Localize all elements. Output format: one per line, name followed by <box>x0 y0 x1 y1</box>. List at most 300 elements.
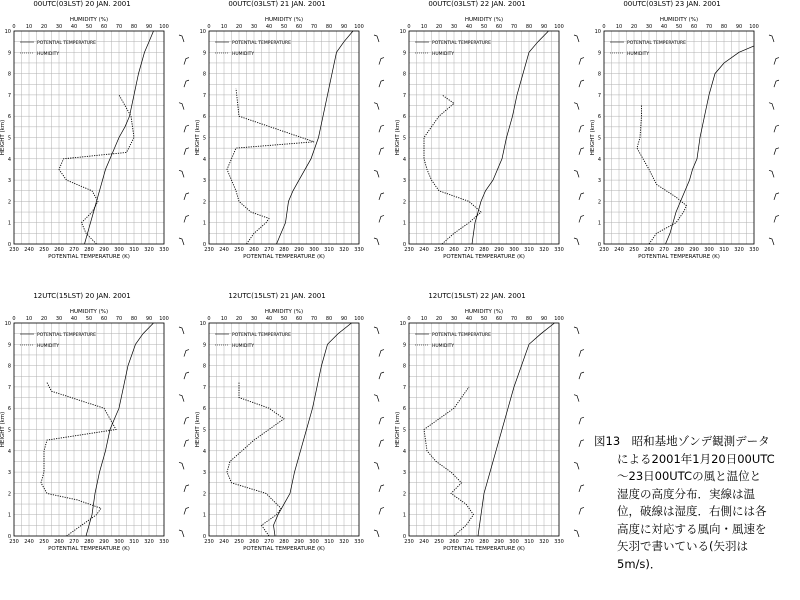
wind-barb-icon <box>184 148 189 155</box>
y-tick-label: 7 <box>7 92 11 99</box>
x-tick-label: 270 <box>264 539 274 545</box>
x-tick-label: 330 <box>159 539 169 545</box>
x2-tick-label: 20 <box>40 316 48 322</box>
wind-barb-icon <box>774 58 779 65</box>
x-tick-label: 290 <box>294 247 304 253</box>
x2-tick-label: 100 <box>159 316 169 322</box>
x2-tick-label: 10 <box>615 24 623 30</box>
wind-barb-icon <box>774 193 779 200</box>
x2-tick-label: 50 <box>675 24 683 30</box>
x2-tick-label: 60 <box>495 316 503 322</box>
wind-barb-column <box>374 327 384 537</box>
panel-title: 12UTC(15LST) 21 JAN. 2001 <box>228 292 326 300</box>
x-tick-label: 270 <box>659 247 669 253</box>
profile-panel <box>590 0 768 260</box>
y-tick-label: 1 <box>202 220 206 227</box>
x2-tick-label: 100 <box>554 24 564 30</box>
x-tick-label: 310 <box>129 539 139 545</box>
y-tick-label: 8 <box>202 71 206 78</box>
x2-tick-label: 30 <box>250 24 258 30</box>
y-tick-label: 9 <box>402 50 406 57</box>
x-tick-label: 320 <box>339 539 349 545</box>
wind-barb-icon <box>579 507 584 514</box>
y-tick-label: 3 <box>7 178 11 185</box>
x2-tick-label: 40 <box>660 24 668 30</box>
wind-barb-icon <box>374 170 379 177</box>
wind-barb-icon <box>179 170 184 177</box>
x2-tick-label: 100 <box>354 24 364 30</box>
y-tick-label: 6 <box>202 114 206 121</box>
x-tick-label: 330 <box>749 247 759 253</box>
wind-barb-icon <box>184 440 189 447</box>
wind-barb-icon <box>379 193 384 200</box>
x-tick-label: 320 <box>339 247 349 253</box>
x-tick-label: 230 <box>599 247 609 253</box>
x-tick-label: 290 <box>494 247 504 253</box>
x-tick-label: 280 <box>84 247 94 253</box>
legend-solid-label: POTENTIAL TEMPERATURE <box>432 41 492 46</box>
wind-barb-icon <box>574 35 579 42</box>
y-tick-label: 4 <box>402 448 406 455</box>
y-tick-label: 10 <box>399 29 406 35</box>
caption-line: 湿度の高度分布．実線は温 <box>594 486 755 501</box>
y-tick-label: 5 <box>7 427 11 434</box>
panel-title: 00UTC(03LST) 20 JAN. 2001 <box>33 0 131 8</box>
wind-barb-icon <box>179 238 184 245</box>
wind-barb-column <box>769 35 779 245</box>
x-tick-label: 240 <box>24 539 34 545</box>
y-tick-label: 2 <box>402 199 406 206</box>
y-tick-label: 4 <box>202 448 206 455</box>
wind-barb-icon <box>574 238 579 245</box>
y-tick-label: 7 <box>202 92 206 99</box>
y-tick-label: 0 <box>7 242 11 248</box>
y-tick-label: 9 <box>202 342 206 349</box>
x2-tick-label: 40 <box>465 316 473 322</box>
x2-tick-label: 70 <box>705 24 713 30</box>
y-tick-label: 3 <box>202 470 206 477</box>
y-tick-label: 10 <box>594 29 601 35</box>
legend-solid-label: POTENTIAL TEMPERATURE <box>232 41 292 46</box>
grid <box>14 323 164 536</box>
wind-barb-icon <box>579 148 584 155</box>
y-tick-label: 8 <box>402 71 406 78</box>
x2-tick-label: 80 <box>325 316 333 322</box>
wind-barb-icon <box>374 327 379 334</box>
wind-barb-icon <box>379 372 384 379</box>
x2-tick-label: 50 <box>480 316 488 322</box>
legend-dotted-label: HUMIDITY <box>627 52 650 57</box>
y-tick-label: 5 <box>202 427 206 434</box>
legend <box>20 332 96 349</box>
panel-title: 00UTC(03LST) 22 JAN. 2001 <box>428 0 526 8</box>
caption-line: 図13 昭和基地ゾンデ観測データ <box>594 434 770 448</box>
legend <box>215 40 291 57</box>
x-tick-label: 320 <box>539 539 549 545</box>
y-tick-label: 5 <box>402 427 406 434</box>
wind-barb-icon <box>579 125 584 132</box>
x-tick-label: 310 <box>524 539 534 545</box>
x-tick-label: 250 <box>39 539 49 545</box>
x2-tick-label: 10 <box>420 316 428 322</box>
x2-tick-label: 100 <box>354 316 364 322</box>
wind-barb-icon <box>184 193 189 200</box>
x2-tick-label: 70 <box>510 316 518 322</box>
wind-barb-column <box>179 327 189 537</box>
y-tick-label: 5 <box>7 135 11 142</box>
x2-tick-label: 20 <box>435 316 443 322</box>
x2-tick-label: 100 <box>159 24 169 30</box>
x-tick-label: 250 <box>234 539 244 545</box>
y-axis-label: HEIGHT (km) <box>395 119 401 156</box>
y-axis-label: HEIGHT (km) <box>195 411 201 448</box>
legend-solid-label: POTENTIAL TEMPERATURE <box>37 41 97 46</box>
y-axis-label: HEIGHT (km) <box>0 119 6 156</box>
y-tick-label: 8 <box>7 71 11 78</box>
y-tick-label: 3 <box>7 470 11 477</box>
wind-barb-icon <box>379 507 384 514</box>
caption-line: 位，破線は湿度．右側には各 <box>594 504 767 518</box>
y-tick-label: 9 <box>597 50 601 57</box>
profile-chart <box>0 0 190 270</box>
x-tick-label: 270 <box>464 539 474 545</box>
x-tick-label: 300 <box>309 247 319 253</box>
x-tick-label: 260 <box>54 539 64 545</box>
x2-tick-label: 40 <box>265 24 273 30</box>
wind-barb-icon <box>769 170 774 177</box>
x-tick-label: 300 <box>309 539 319 545</box>
y-tick-label: 7 <box>202 384 206 391</box>
legend-dotted-label: HUMIDITY <box>37 52 60 57</box>
x2-tick-label: 10 <box>220 316 228 322</box>
wind-barb-icon <box>574 462 579 469</box>
wind-barb-icon <box>379 125 384 132</box>
x2-tick-label: 30 <box>645 24 653 30</box>
top-axis-label: HUMIDITY (%) <box>464 17 504 23</box>
wind-barb-icon <box>179 103 184 110</box>
x2-tick-label: 30 <box>55 24 63 30</box>
x-axis-label: POTENTIAL TEMPERATURE (K) <box>243 546 325 552</box>
y-tick-label: 0 <box>402 534 406 540</box>
x2-tick-label: 10 <box>220 24 228 30</box>
legend-solid-label: POTENTIAL TEMPERATURE <box>627 41 687 46</box>
wind-barb-icon <box>374 103 379 110</box>
x2-tick-label: 90 <box>540 316 548 322</box>
top-axis-label: HUMIDITY (%) <box>464 309 504 315</box>
wind-barb-icon <box>379 215 384 222</box>
x2-tick-label: 30 <box>450 316 458 322</box>
x2-tick-label: 20 <box>235 24 243 30</box>
y-tick-label: 1 <box>202 512 206 519</box>
y-tick-label: 1 <box>597 220 601 227</box>
wind-barb-icon <box>574 103 579 110</box>
wind-barb-icon <box>184 485 189 492</box>
x2-tick-label: 70 <box>115 316 123 322</box>
wind-barb-icon <box>184 58 189 65</box>
y-tick-label: 1 <box>402 220 406 227</box>
wind-barb-icon <box>184 417 189 424</box>
x2-tick-label: 90 <box>145 316 153 322</box>
x2-tick-label: 50 <box>280 316 288 322</box>
x2-tick-label: 0 <box>602 24 606 30</box>
y-tick-label: 6 <box>7 114 11 121</box>
x-axis-label: POTENTIAL TEMPERATURE (K) <box>443 254 525 260</box>
y-tick-label: 5 <box>202 135 206 142</box>
humidity-line <box>227 89 314 245</box>
y-tick-label: 6 <box>402 114 406 121</box>
legend <box>215 332 291 349</box>
x2-tick-label: 70 <box>510 24 518 30</box>
caption-line: 5m/s)． <box>594 556 662 571</box>
profile-chart <box>195 0 385 270</box>
x2-tick-label: 90 <box>340 316 348 322</box>
x-tick-label: 290 <box>689 247 699 253</box>
x2-tick-label: 90 <box>145 24 153 30</box>
grid <box>409 323 559 536</box>
legend-solid-label: POTENTIAL TEMPERATURE <box>232 333 292 338</box>
x-axis-label: POTENTIAL TEMPERATURE (K) <box>443 546 525 552</box>
x2-tick-label: 30 <box>450 24 458 30</box>
x-tick-label: 270 <box>464 247 474 253</box>
x2-tick-label: 90 <box>340 24 348 30</box>
y-tick-label: 2 <box>202 491 206 498</box>
x-tick-label: 320 <box>734 247 744 253</box>
panel-title: 00UTC(03LST) 21 JAN. 2001 <box>228 0 326 8</box>
x2-tick-label: 80 <box>130 24 138 30</box>
x-tick-label: 280 <box>84 539 94 545</box>
x2-tick-label: 80 <box>325 24 333 30</box>
x2-tick-label: 40 <box>465 24 473 30</box>
x-tick-label: 300 <box>114 539 124 545</box>
grid <box>209 31 359 244</box>
x-axis-label: POTENTIAL TEMPERATURE (K) <box>638 254 720 260</box>
x2-tick-label: 10 <box>420 24 428 30</box>
wind-barb-icon <box>579 440 584 447</box>
wind-barb-icon <box>579 372 584 379</box>
wind-barb-column <box>179 35 189 245</box>
wind-barb-icon <box>379 148 384 155</box>
x-tick-label: 230 <box>204 539 214 545</box>
wind-barb-icon <box>179 327 184 334</box>
y-tick-label: 7 <box>402 384 406 391</box>
y-tick-label: 1 <box>7 512 11 519</box>
wind-barb-icon <box>574 395 579 402</box>
y-tick-label: 10 <box>199 321 206 327</box>
y-tick-label: 2 <box>402 491 406 498</box>
wind-barb-column <box>374 35 384 245</box>
profile-panel <box>395 292 573 552</box>
legend-dotted-label: HUMIDITY <box>232 344 255 349</box>
wind-barb-icon <box>374 35 379 42</box>
y-tick-label: 9 <box>402 342 406 349</box>
y-tick-label: 5 <box>402 135 406 142</box>
y-tick-label: 7 <box>7 384 11 391</box>
x-axis-label: POTENTIAL TEMPERATURE (K) <box>48 254 130 260</box>
x-tick-label: 310 <box>129 247 139 253</box>
x-tick-label: 330 <box>159 247 169 253</box>
x2-tick-label: 80 <box>720 24 728 30</box>
y-tick-label: 3 <box>402 178 406 185</box>
wind-barb-icon <box>374 238 379 245</box>
y-tick-label: 5 <box>597 135 601 142</box>
caption-line: 高度に対応する風向・風速を <box>594 521 767 536</box>
panel-title: 12UTC(15LST) 22 JAN. 2001 <box>428 292 526 300</box>
wind-barb-icon <box>379 80 384 87</box>
wind-barb-icon <box>379 350 384 357</box>
grid <box>409 31 559 244</box>
x2-tick-label: 40 <box>265 316 273 322</box>
y-tick-label: 3 <box>202 178 206 185</box>
legend <box>415 40 491 57</box>
x2-tick-label: 70 <box>310 316 318 322</box>
x-tick-label: 330 <box>554 247 564 253</box>
x2-tick-label: 70 <box>310 24 318 30</box>
x-tick-label: 260 <box>249 247 259 253</box>
y-tick-label: 0 <box>597 242 601 248</box>
x2-tick-label: 60 <box>295 24 303 30</box>
y-tick-label: 10 <box>199 29 206 35</box>
y-tick-label: 4 <box>7 156 11 163</box>
x-tick-label: 290 <box>294 539 304 545</box>
x-tick-label: 280 <box>279 247 289 253</box>
x-tick-label: 240 <box>219 539 229 545</box>
wind-barb-icon <box>179 462 184 469</box>
x-tick-label: 260 <box>449 247 459 253</box>
wind-barb-icon <box>179 35 184 42</box>
x-tick-label: 240 <box>419 539 429 545</box>
y-tick-label: 4 <box>597 156 601 163</box>
wind-barb-icon <box>774 80 779 87</box>
x-tick-label: 300 <box>509 247 519 253</box>
x-tick-label: 300 <box>114 247 124 253</box>
wind-barb-icon <box>579 215 584 222</box>
x-tick-label: 230 <box>404 247 414 253</box>
wind-barb-icon <box>184 215 189 222</box>
wind-barb-icon <box>574 530 579 537</box>
x2-tick-label: 30 <box>55 316 63 322</box>
y-tick-label: 4 <box>402 156 406 163</box>
y-tick-label: 0 <box>202 534 206 540</box>
legend-dotted-label: HUMIDITY <box>432 52 455 57</box>
y-tick-label: 1 <box>7 220 11 227</box>
wind-barb-icon <box>179 395 184 402</box>
x-tick-label: 230 <box>9 539 19 545</box>
x-tick-label: 240 <box>219 247 229 253</box>
humidity-line <box>41 383 116 536</box>
profile-chart <box>195 292 385 562</box>
profile-panel <box>0 0 178 260</box>
y-tick-label: 2 <box>7 199 11 206</box>
x-tick-label: 300 <box>704 247 714 253</box>
x-tick-label: 230 <box>404 539 414 545</box>
x-tick-label: 300 <box>509 539 519 545</box>
wind-barb-icon <box>374 530 379 537</box>
x2-tick-label: 60 <box>495 24 503 30</box>
wind-barb-icon <box>379 417 384 424</box>
x2-tick-label: 40 <box>70 316 78 322</box>
legend <box>20 40 96 57</box>
x-tick-label: 240 <box>614 247 624 253</box>
caption-line: ～23日00UTCの風と温位と <box>594 469 762 483</box>
y-tick-label: 10 <box>4 321 11 327</box>
x-tick-label: 330 <box>354 539 364 545</box>
x2-tick-label: 60 <box>690 24 698 30</box>
x-axis-label: POTENTIAL TEMPERATURE (K) <box>243 254 325 260</box>
wind-barb-icon <box>184 372 189 379</box>
y-tick-label: 6 <box>202 406 206 413</box>
y-axis-label: HEIGHT (km) <box>0 411 6 448</box>
y-tick-label: 0 <box>202 242 206 248</box>
legend <box>610 40 686 57</box>
y-tick-label: 8 <box>402 363 406 370</box>
top-axis-label: HUMIDITY (%) <box>264 309 304 315</box>
x-tick-label: 250 <box>39 247 49 253</box>
wind-barb-icon <box>769 103 774 110</box>
y-tick-label: 3 <box>597 178 601 185</box>
x-tick-label: 250 <box>234 247 244 253</box>
wind-barb-icon <box>579 350 584 357</box>
x-tick-label: 280 <box>479 247 489 253</box>
x2-tick-label: 0 <box>207 316 211 322</box>
x2-tick-label: 60 <box>100 316 108 322</box>
profile-chart <box>590 0 800 270</box>
wind-barb-icon <box>769 35 774 42</box>
x-tick-label: 240 <box>24 247 34 253</box>
x-tick-label: 250 <box>629 247 639 253</box>
x2-tick-label: 80 <box>525 316 533 322</box>
wind-barb-icon <box>379 485 384 492</box>
x2-tick-label: 80 <box>525 24 533 30</box>
y-axis-label: HEIGHT (km) <box>395 411 401 448</box>
x-tick-label: 320 <box>144 539 154 545</box>
x-tick-label: 330 <box>554 539 564 545</box>
x2-tick-label: 80 <box>130 316 138 322</box>
y-tick-label: 7 <box>597 92 601 99</box>
x2-tick-label: 0 <box>207 24 211 30</box>
panel-title: 00UTC(03LST) 23 JAN. 2001 <box>623 0 721 8</box>
wind-barb-icon <box>184 507 189 514</box>
x-tick-label: 260 <box>644 247 654 253</box>
x-axis-label: POTENTIAL TEMPERATURE (K) <box>48 546 130 552</box>
x-tick-label: 270 <box>69 247 79 253</box>
x-tick-label: 310 <box>324 247 334 253</box>
profile-panel <box>195 292 373 552</box>
profile-panel <box>0 292 178 552</box>
panel-title: 12UTC(15LST) 20 JAN. 2001 <box>33 292 131 300</box>
top-axis-label: HUMIDITY (%) <box>264 17 304 23</box>
wind-barb-icon <box>184 125 189 132</box>
wind-barb-icon <box>574 170 579 177</box>
x-tick-label: 280 <box>479 539 489 545</box>
profile-chart <box>0 292 190 562</box>
x2-tick-label: 0 <box>12 316 16 322</box>
y-tick-label: 0 <box>7 534 11 540</box>
x2-tick-label: 90 <box>735 24 743 30</box>
wind-barb-icon <box>579 193 584 200</box>
top-axis-label: HUMIDITY (%) <box>69 309 109 315</box>
x-tick-label: 310 <box>719 247 729 253</box>
x2-tick-label: 50 <box>280 24 288 30</box>
x2-tick-label: 50 <box>480 24 488 30</box>
x-tick-label: 270 <box>69 539 79 545</box>
x-tick-label: 320 <box>144 247 154 253</box>
y-tick-label: 2 <box>597 199 601 206</box>
y-tick-label: 9 <box>202 50 206 57</box>
y-tick-label: 2 <box>7 491 11 498</box>
humidity-line <box>227 383 284 536</box>
x2-tick-label: 20 <box>630 24 638 30</box>
wind-barb-icon <box>579 485 584 492</box>
